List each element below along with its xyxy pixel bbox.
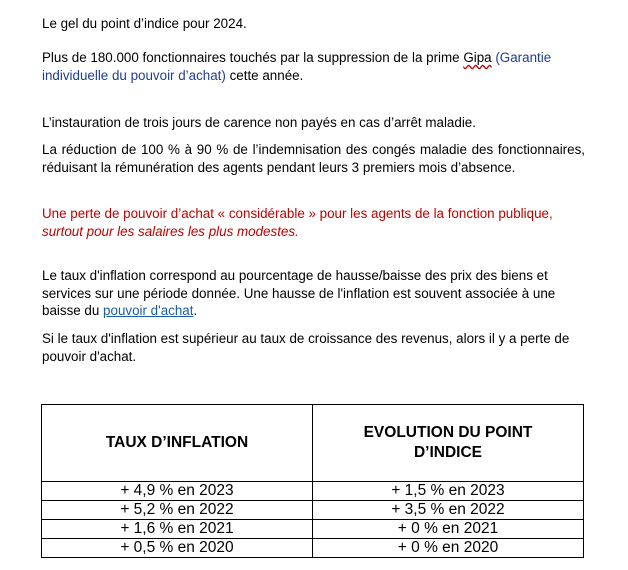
- paragraph-index-freeze: Le gel du point d’indice pour 2024.: [42, 16, 247, 31]
- inflation-cell: + 5,2 % en 2022: [42, 501, 313, 520]
- paragraph-sick-leave: La réduction de 100 % à 90 % de l’indemnisation des congés maladie des fonctionnaires, réduisant la rémunération des agents pendant leurs 3 premiers mois d’absence.: [42, 142, 585, 175]
- gipa-definition: (Garantie individuelle du pouvoir d’achat): [42, 50, 552, 83]
- inflation-definition-end: .: [193, 303, 198, 318]
- paragraph-inflation-rule: Si le taux d'inflation est supérieur au taux de croissance des revenus, alors il y a perte de pouvoir d'achat.: [42, 331, 570, 364]
- paragraph-purchasing-power-loss: [42, 205, 585, 240]
- header-inflation-rate: TAUX D’INFLATION: [42, 405, 313, 482]
- paragraph-gipa-end: cette année.: [225, 67, 304, 83]
- table-row: [42, 520, 584, 539]
- inflation-cell: + 1,6 % en 2021: [42, 520, 313, 539]
- paragraph-carence: L’instauration de trois jours de carence non payés en cas d’arrêt maladie.: [42, 115, 476, 130]
- index-cell: + 1,5 % en 2023: [313, 482, 584, 501]
- header-index-evolution: EVOLUTION DU POINT D’INDICE: [313, 405, 584, 482]
- paragraph-gipa: [42, 49, 585, 84]
- table-header-row: [42, 405, 584, 482]
- purchasing-power-link[interactable]: pouvoir d'achat: [103, 303, 194, 318]
- table-row: [42, 501, 584, 520]
- index-cell: + 3,5 % en 2022: [313, 501, 584, 520]
- table-row: [42, 539, 584, 558]
- inflation-definition-text: Le taux d'inflation correspond au pourcentage de hausse/baisse des prix des biens et services sur une période donnée. Une hausse de l'inflation est souvent associée à une baisse du: [42, 268, 556, 318]
- inflation-cell: + 0,5 % en 2020: [42, 539, 313, 558]
- paragraph-gipa-text: Plus de 180.000 fonctionnaires touchés par la suppression de la prime: [42, 50, 464, 65]
- loss-text: Une perte de pouvoir d’achat « considérable » pour les agents de la fonction publique,: [42, 206, 553, 221]
- loss-text-italic: surtout pour les salaires les plus modestes.: [42, 223, 299, 239]
- table-row: [42, 482, 584, 501]
- index-cell: + 0 % en 2021: [313, 520, 584, 539]
- gipa-word: Gipa: [463, 50, 492, 65]
- inflation-table: [41, 404, 584, 558]
- index-cell: + 0 % en 2020: [313, 539, 584, 558]
- inflation-cell: + 4,9 % en 2023: [42, 482, 313, 501]
- paragraph-inflation-definition: [42, 267, 585, 320]
